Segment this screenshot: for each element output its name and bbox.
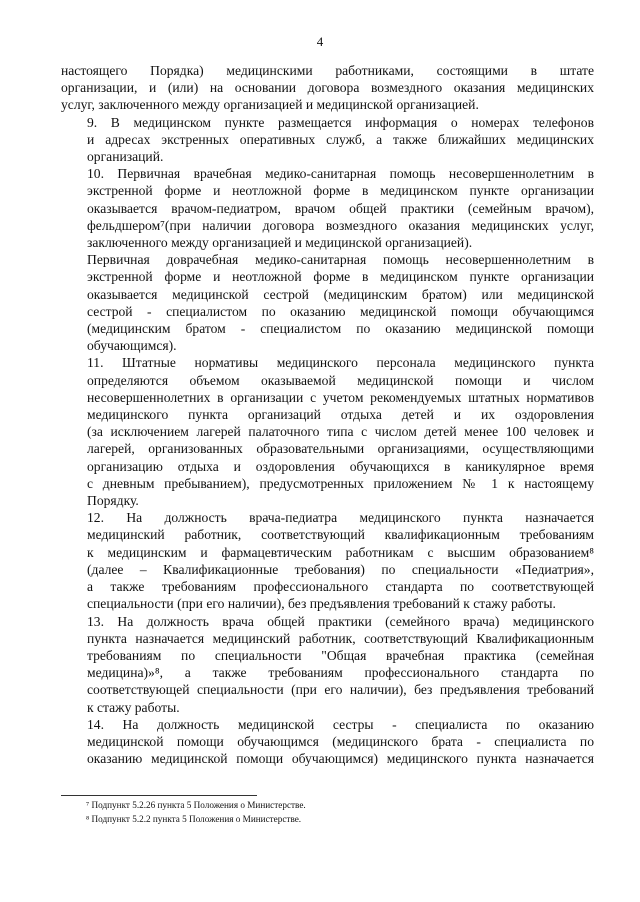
text-line: медицинский работник, соответствующий квалификационным требованиям [87, 527, 594, 543]
text-line: настоящего Порядка) медицинскими работниками, состоящими в штате [61, 63, 594, 78]
text-line: требованиям по специальности "Общая врачебная практика (семейная [87, 647, 594, 663]
text-line: 9. В медицинском пункте размещается информация о номерах телефонов [87, 114, 594, 130]
paragraph [61, 509, 594, 612]
text-line: услуг, заключенного между организацией и медицинской организацией. [61, 97, 479, 113]
page-number: 4 [316, 34, 324, 49]
paragraph [61, 354, 594, 509]
text-line: с дневным пребыванием), предусмотренных приложением № 1 к настоящему [87, 475, 594, 491]
text-line: (далее – Квалификационные требования) по специальности «Педиатрия», [87, 561, 594, 577]
text-line: лагерей, организованных образовательными организациями, осуществляющими [87, 441, 594, 457]
text-line: организаций. [87, 149, 164, 165]
text-line: соответствующей специальности (при его наличии), без предъявления требований [87, 682, 594, 698]
text-line: экстренной форме и неотложной форме в медицинском пункте организации [87, 183, 594, 199]
text-line: 12. На должность врача-педиатра медицинского пункта назначается [87, 510, 594, 526]
text-line: 14. На должность медицинской сестры - специалиста по оказанию [87, 716, 594, 732]
text-line: медицинской помощи обучающимся (медицинского брата - специалиста по [87, 733, 594, 749]
paragraph [61, 165, 594, 251]
text-line: несовершеннолетних в организации с учетом рекомендуемых штатных нормативов [87, 389, 594, 405]
footnote-divider [61, 795, 257, 796]
paragraph [61, 716, 594, 768]
text-line: к стажу работы. [87, 699, 180, 715]
footnotes [86, 798, 536, 826]
body-text [61, 62, 594, 767]
paragraph [61, 62, 594, 114]
text-line: медицина)»⁸, а также требованиям профессионального стандарта по [87, 665, 594, 681]
paragraph [61, 114, 594, 166]
text-line: 13. На должность врача общей практики (семейного врача) медицинского [87, 613, 594, 629]
text-line: организацию отдыха и оздоровления обучающихся в каникулярное время [87, 458, 594, 474]
text-line: и адресах экстренных оперативных служб, а также ближайших медицинских [87, 131, 594, 147]
text-line: сестрой - специалистом по оказанию медицинской помощи обучающимся [87, 303, 594, 319]
text-line: оказывается медицинской сестрой (медицинским братом) или медицинской [87, 286, 594, 302]
text-line: экстренной форме и неотложной форме в медицинском пункте организации [87, 269, 594, 285]
text-line: определяются объемом оказываемой медицинской помощи и числом [87, 372, 594, 388]
text-line: оказывается врачом-педиатром, врачом общей практики (семейным врачом), [87, 200, 594, 216]
text-line: 11. Штатные нормативы медицинского персонала медицинского пункта [87, 355, 594, 371]
text-line: Порядку. [87, 493, 139, 509]
paragraph [61, 613, 594, 716]
footnote: ⁸ Подпункт 5.2.2 пункта 5 Положения о Министерстве. [86, 814, 302, 824]
text-line: Первичная доврачебная медико-санитарная помощь несовершеннолетним в [87, 252, 594, 268]
text-line: организации, и (или) на основании договора возмездного оказания медицинских [61, 80, 594, 96]
text-line: оказанию медицинской помощи обучающимся) медицинского пункта назначается [87, 751, 594, 767]
text-line: фельдшером⁷(при наличии договора возмездного оказания медицинских услуг, [87, 217, 594, 233]
paragraph [61, 251, 594, 354]
text-line: медицинского пункта организаций отдыха детей и их оздоровления [87, 407, 594, 423]
text-line: пункта назначается медицинский работник, соответствующий Квалификационным [87, 630, 594, 646]
text-line: 10. Первичная врачебная медико-санитарная помощь несовершеннолетним в [87, 166, 594, 182]
footnote: ⁷ Подпункт 5.2.26 пункта 5 Положения о Министерстве. [86, 800, 306, 810]
text-line: а также требованиям профессионального стандарта по соответствующей [87, 579, 594, 595]
text-line: обучающимся). [87, 338, 177, 354]
text-line: к медицинским и фармацевтическим работникам с высшим образованием⁸ [87, 544, 594, 560]
text-line: специальности (при его наличии), без предъявления требований к стажу работы. [87, 596, 556, 612]
text-line: (медицинским братом - специалистом по оказанию медицинской помощи [87, 321, 594, 337]
text-line: (за исключением лагерей палаточного типа с числом детей менее 100 человек и [87, 424, 594, 440]
text-line: заключенного между организацией и медицинской организацией). [87, 235, 473, 251]
